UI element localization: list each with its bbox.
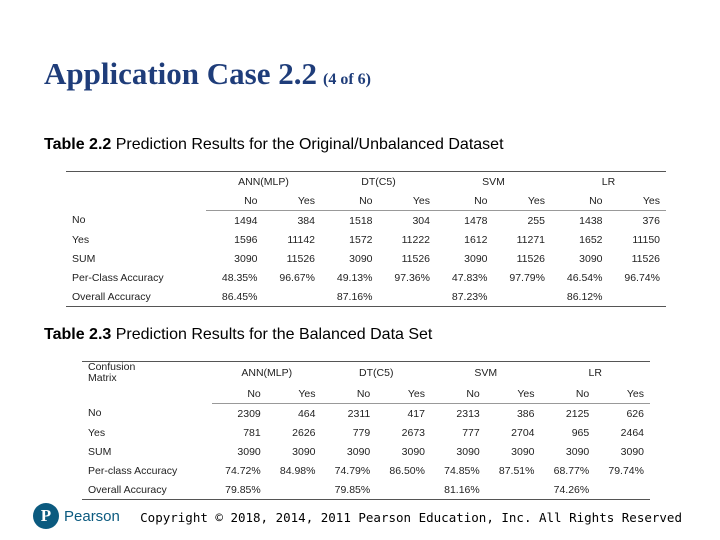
row-label: Per-Class Accuracy: [72, 271, 164, 284]
row-label: SUM: [72, 252, 96, 265]
table2-subheader: Yes: [267, 384, 322, 404]
table-cell: [379, 287, 437, 307]
table-row: [66, 211, 666, 231]
table2-subheader-row: [82, 384, 650, 404]
table-cell: 1572: [349, 233, 373, 246]
table-cell: 3090: [292, 445, 316, 458]
slide-title-main: Application Case 2.2: [44, 56, 317, 91]
table-cell: 86.50%: [389, 464, 425, 477]
table-cell: [486, 480, 541, 500]
table-cell: 11526: [286, 252, 315, 265]
table-cell: 97.79%: [509, 271, 545, 284]
table-cell: 48.35%: [221, 271, 258, 284]
table1-group-header: DT(C5): [321, 172, 436, 192]
table-cell: 68.77%: [553, 464, 590, 477]
table-cell: 1518: [349, 214, 373, 227]
table-cell: 2313: [456, 407, 480, 420]
table2-subheader: Yes: [376, 384, 431, 404]
table-cell: 417: [407, 407, 425, 420]
table1-subheader-row: [66, 191, 666, 211]
table-cell: [595, 480, 650, 500]
table2-group-header: ANN(MLP): [212, 362, 322, 385]
table-cell: 86.12%: [551, 287, 609, 307]
table-cell: 46.54%: [566, 271, 603, 284]
table2-corner-line1: Confusion: [88, 361, 136, 373]
table1-group-header-row: [66, 172, 666, 192]
table-cell: 86.45%: [206, 287, 264, 307]
table-cell: 11271: [516, 233, 545, 246]
table-cell: 1438: [579, 214, 603, 227]
table-cell: [264, 287, 322, 307]
table-cell: 777: [462, 426, 480, 439]
row-label: No: [72, 214, 86, 227]
table2-corner: [82, 362, 212, 385]
table-cell: [609, 287, 667, 307]
copyright-notice: Copyright © 2018, 2014, 2011 Pearson Education, Inc. All Rights Reserved: [140, 510, 682, 525]
table1-corner: [66, 172, 206, 192]
pearson-logo-text: Pearson: [64, 507, 120, 525]
table-cell: 376: [642, 214, 660, 227]
table-cell: 2626: [292, 426, 316, 439]
table2-group-header: SVM: [431, 362, 541, 385]
table-cell: 11526: [516, 252, 545, 265]
table-cell: 79.74%: [608, 464, 644, 477]
row-label: Overall Accuracy: [82, 480, 212, 500]
table2-subheader: No: [322, 384, 377, 404]
table-cell: 779: [352, 426, 371, 439]
table-cell: [494, 287, 552, 307]
table1-subheader: Yes: [379, 191, 437, 211]
row-label: Overall Accuracy: [66, 287, 206, 307]
row-label: SUM: [88, 445, 112, 458]
table-cell: 87.23%: [436, 287, 494, 307]
table-cell: 74.79%: [334, 464, 371, 477]
table1-group-header: ANN(MLP): [206, 172, 321, 192]
table-cell: 74.85%: [444, 464, 480, 477]
table-cell: 3090: [456, 445, 480, 458]
table-cell: 2309: [237, 407, 261, 420]
table-cell: 11150: [632, 233, 660, 246]
slide-title: [44, 56, 371, 92]
table-cell: 1478: [464, 214, 488, 227]
table-cell: 304: [412, 214, 430, 227]
table-cell: 386: [516, 407, 535, 420]
table-cell: 2673: [401, 426, 425, 439]
table-cell: 3090: [346, 445, 371, 458]
row-label: Yes: [88, 426, 106, 439]
table-row: [66, 230, 666, 249]
table-row: [82, 442, 650, 461]
table2-group-header-row: [82, 362, 650, 385]
table-cell: 74.26%: [541, 480, 596, 500]
table-row: [66, 268, 666, 287]
table-cell: 11142: [287, 233, 315, 246]
row-label: No: [88, 407, 102, 420]
table1-group-header: SVM: [436, 172, 551, 192]
table2-subheader: Yes: [595, 384, 650, 404]
table2-caption: [44, 326, 432, 344]
table2-caption-label: Table 2.3: [44, 326, 112, 343]
table1-subheader: No: [321, 191, 379, 211]
table1-caption-label: Table 2.2: [44, 136, 112, 153]
table-cell: 11222: [401, 233, 430, 246]
table-row: [82, 461, 650, 480]
table2-subheader: No: [431, 384, 486, 404]
table-cell: 1596: [234, 233, 258, 246]
table2-group-header: LR: [541, 362, 651, 385]
row-label: Per-class Accuracy: [88, 464, 178, 477]
table-cell: 3090: [234, 252, 258, 265]
slide-title-sub: (4 of 6): [323, 71, 371, 88]
table-cell: 3090: [620, 445, 644, 458]
table-cell: 2311: [347, 407, 371, 420]
table-row: [82, 404, 650, 424]
table-cell: 3090: [401, 445, 425, 458]
table-cell: 1494: [234, 214, 258, 227]
table-cell: 1652: [579, 233, 603, 246]
table-cell: 84.98%: [279, 464, 316, 477]
table-cell: 3090: [349, 252, 373, 265]
table-cell: 81.16%: [431, 480, 486, 500]
pearson-logo-icon: P: [33, 503, 59, 529]
table-row: [82, 480, 650, 500]
table1-subheader: Yes: [264, 191, 322, 211]
pearson-logo: [33, 503, 120, 529]
table-cell: 11526: [401, 252, 430, 265]
table2-corner-line2: Matrix: [88, 372, 117, 384]
table1-caption: [44, 136, 504, 154]
table-cell: 255: [527, 214, 545, 227]
table2-subheader: No: [541, 384, 596, 404]
table-cell: 781: [243, 426, 261, 439]
table-row: [82, 423, 650, 442]
table-cell: 464: [297, 407, 316, 420]
table-cell: 1612: [464, 233, 488, 246]
table-cell: 97.36%: [394, 271, 430, 284]
table-cell: 11526: [631, 252, 660, 265]
table-cell: 79.85%: [322, 480, 377, 500]
table2: [82, 361, 650, 500]
table2-subheader: Yes: [486, 384, 541, 404]
table-cell: 3090: [565, 445, 590, 458]
table-cell: 3090: [237, 445, 261, 458]
table2-caption-text: Prediction Results for the Balanced Data Set: [115, 326, 433, 343]
table-cell: 384: [297, 214, 315, 227]
table1-group-header: LR: [551, 172, 666, 192]
table1-subheader: No: [551, 191, 609, 211]
table-cell: 96.67%: [279, 271, 315, 284]
table-row: [66, 249, 666, 268]
table-cell: 3090: [511, 445, 535, 458]
table-cell: 74.72%: [225, 464, 261, 477]
table1-subheader: Yes: [609, 191, 667, 211]
table-cell: 2464: [620, 426, 644, 439]
table-row: [66, 287, 666, 307]
table-cell: 3090: [464, 252, 488, 265]
table-cell: 49.13%: [336, 271, 373, 284]
table2-group-header: DT(C5): [322, 362, 432, 385]
table-cell: 96.74%: [624, 271, 660, 284]
table-cell: 965: [571, 426, 590, 439]
table-cell: 47.83%: [451, 271, 488, 284]
table1: [66, 171, 666, 307]
table-cell: 79.85%: [212, 480, 267, 500]
table1-caption-text: Prediction Results for the Original/Unbalanced Dataset: [115, 136, 504, 153]
table-cell: 2704: [511, 426, 535, 439]
table1-subheader: Yes: [494, 191, 552, 211]
table-cell: 87.51%: [498, 464, 535, 477]
table1-subheader: No: [436, 191, 494, 211]
table-cell: [376, 480, 431, 500]
row-label: Yes: [72, 233, 90, 246]
table2-subheader: No: [212, 384, 267, 404]
table-cell: [267, 480, 322, 500]
table-cell: 2125: [565, 407, 590, 420]
table-cell: 3090: [579, 252, 603, 265]
table-cell: 87.16%: [321, 287, 379, 307]
table1-subheader: No: [206, 191, 264, 211]
table-cell: 626: [626, 407, 644, 420]
